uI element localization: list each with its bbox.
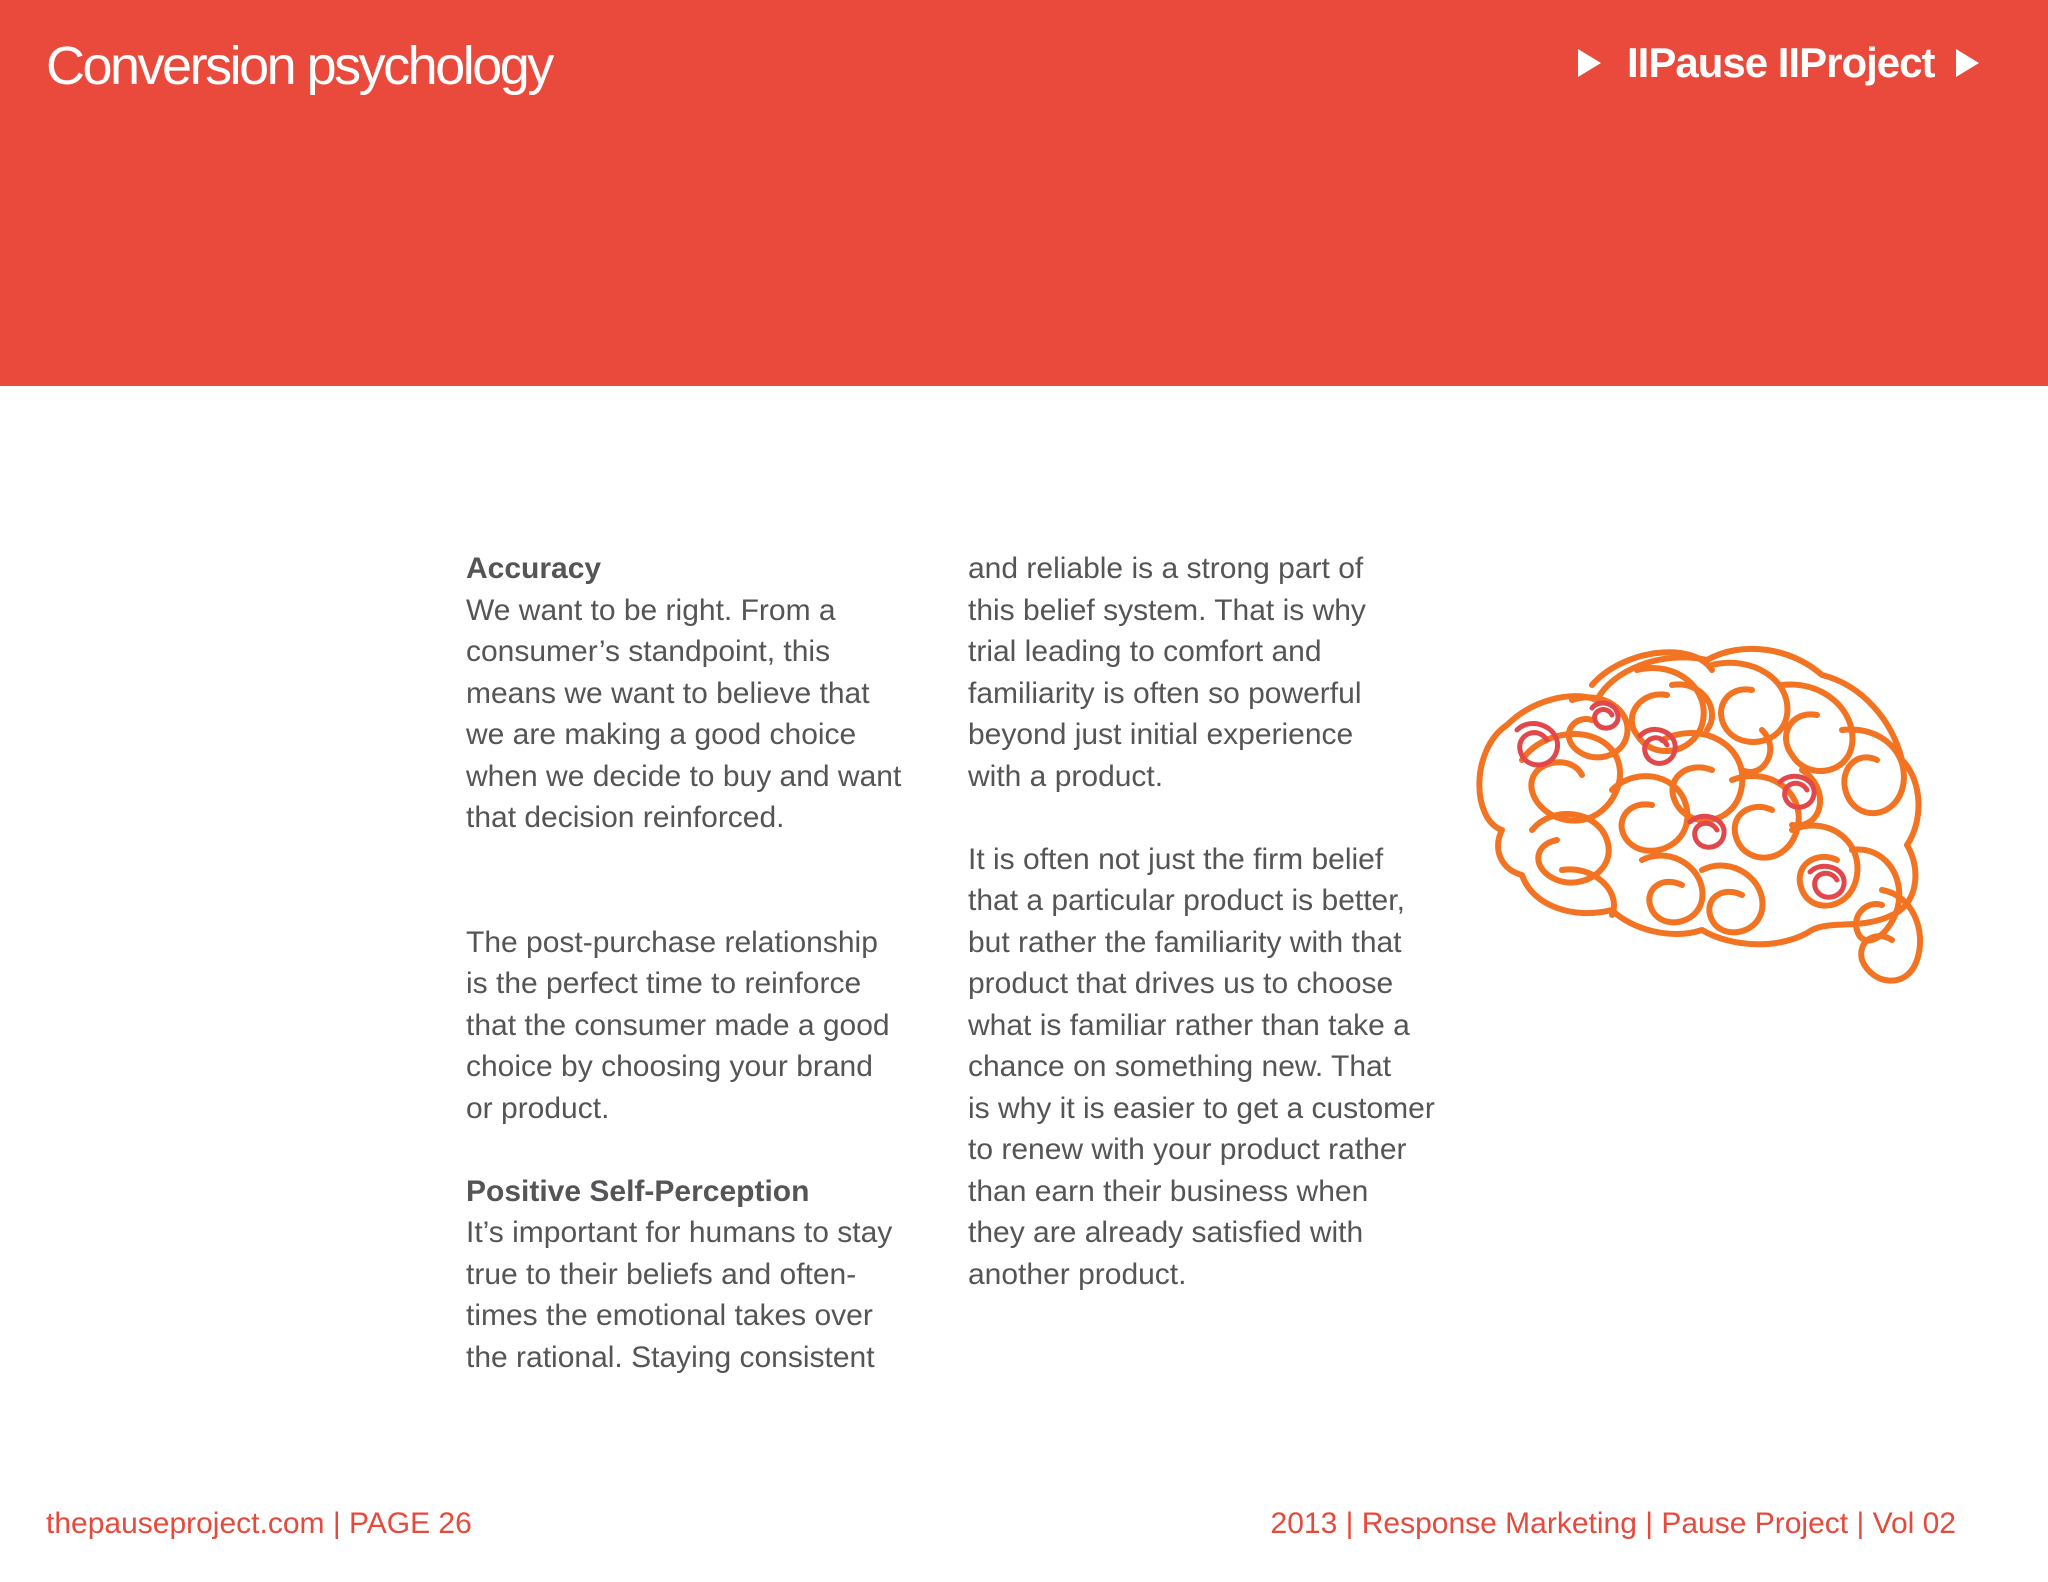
text-line: than earn their business when <box>968 1174 1369 1208</box>
text-line: this belief system. That is why <box>968 593 1366 627</box>
text-line: times the emotional takes over <box>466 1299 873 1332</box>
brand-logo <box>1578 38 1979 88</box>
text-line: and reliable is a strong part of <box>968 552 1364 585</box>
text-line: that decision reinforced. <box>466 801 785 834</box>
footer-publication-info: 2013 | Response Marketing | Pause Project | Vol 02 <box>1270 1507 1956 1540</box>
text-line: It’s important for humans to stay <box>466 1216 893 1249</box>
text-column-right <box>968 548 1468 1295</box>
text-line: what is familiar rather than take a <box>968 1008 1410 1042</box>
text-line: or product. <box>466 1091 610 1125</box>
text-line: with a product. <box>968 759 1164 793</box>
heading-positive-self-perception: Positive Self-Perception <box>466 1174 810 1208</box>
text-line: consumer’s standpoint, this <box>466 635 831 668</box>
play-arrow-icon <box>1956 49 1979 77</box>
section-title: Conversion psychology <box>46 36 552 96</box>
text-line: trial leading to comfort and <box>968 635 1322 668</box>
text-line: but rather the familiarity with that <box>968 925 1402 959</box>
text-line: they are already satisfied with <box>968 1216 1364 1249</box>
text-line: that a particular product is better, <box>968 884 1405 917</box>
play-arrow-icon <box>1578 49 1601 77</box>
text-line: familiarity is often so powerful <box>968 676 1362 710</box>
heading-accuracy: Accuracy <box>466 552 602 585</box>
scribble-brain-icon <box>1462 630 1932 1000</box>
footer-page-info: thepauseproject.com | PAGE 26 <box>46 1507 472 1540</box>
text-line: true to their beliefs and often- <box>466 1257 857 1291</box>
text-line: It is often not just the firm belief <box>968 842 1384 876</box>
text-line: another product. <box>968 1257 1187 1291</box>
text-line: chance on something new. That <box>968 1050 1392 1083</box>
text-line: when we decide to buy and want <box>466 759 902 793</box>
brand-name: IIPause IIProject <box>1627 39 1935 86</box>
text-line: is why it is easier to get a customer <box>968 1091 1435 1125</box>
text-line: The post-purchase relationship <box>466 925 878 959</box>
text-line: beyond just initial experience <box>968 718 1354 751</box>
text-line: we are making a good choice <box>466 718 857 751</box>
text-line: We want to be right. From a <box>466 593 836 627</box>
text-line: means we want to believe that <box>466 676 870 710</box>
text-line: choice by choosing your brand <box>466 1050 873 1083</box>
text-line: is the perfect time to reinforce <box>466 967 862 1000</box>
text-line: the rational. Staying consistent <box>466 1340 875 1374</box>
text-line: product that drives us to choose <box>968 967 1394 1000</box>
text-column-left <box>466 548 946 1378</box>
text-line: to renew with your product rather <box>968 1133 1407 1166</box>
text-line: that the consumer made a good <box>466 1008 890 1042</box>
